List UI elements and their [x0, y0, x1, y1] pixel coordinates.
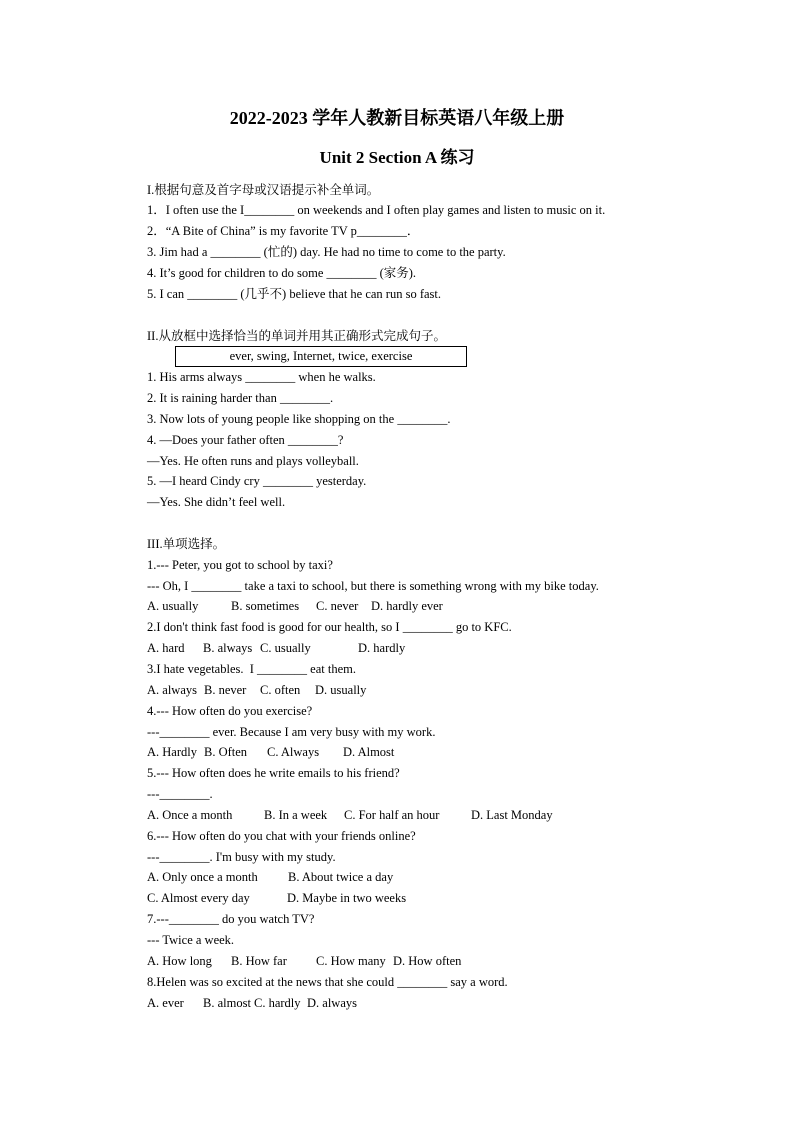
part1-item-3: 3. Jim had a ________ (忙的) day. He had no time to come to the party.	[147, 245, 506, 260]
q8-option-b: B. almost	[203, 995, 251, 1010]
part2-item-3: 3. Now lots of young people like shopping on the ________.	[147, 411, 451, 426]
part2-item-4: 4. —Does your father often ________?	[147, 432, 344, 447]
q1-option-b: B. sometimes	[231, 599, 300, 614]
q8-option-a: A. ever	[147, 995, 184, 1010]
q4-stem-line2: ---________ ever. Because I am very busy with my work.	[147, 724, 436, 739]
q7-stem: 7.---________ do you watch TV?	[147, 912, 315, 927]
q3-options	[147, 680, 747, 701]
q3-option-d: D. usually	[315, 682, 367, 697]
q5-options	[147, 805, 747, 826]
q6-stem: 6.--- How often do you chat with your friends online?	[147, 828, 416, 843]
q8-option-d: D. always	[307, 995, 357, 1010]
q7-options	[147, 951, 747, 972]
q7-option-b: B. How far	[231, 953, 287, 968]
q3-stem: 3.I hate vegetables. I ________ eat them.	[147, 662, 356, 676]
q6-option-b: B. About twice a day	[288, 870, 394, 885]
q8-options	[147, 993, 747, 1014]
q1-stem: 1.--- Peter, you got to school by taxi?	[147, 557, 333, 572]
q4-option-a: A. Hardly	[147, 745, 197, 760]
part2-item-5: 5. —I heard Cindy cry ________ yesterday.	[147, 474, 367, 489]
q3-option-c: C. often	[260, 682, 301, 697]
q6-option-d: D. Maybe in two weeks	[287, 891, 407, 906]
q1-option-c: C. never	[316, 599, 359, 614]
q7-option-d: D. How often	[393, 953, 462, 968]
q2-option-a: A. hard	[147, 641, 185, 656]
page-subtitle: Unit 2 Section A 练习	[319, 148, 475, 167]
q5-option-d: D. Last Monday	[471, 807, 553, 822]
q4-options	[147, 742, 747, 763]
q5-option-b: B. In a week	[264, 807, 328, 822]
q2-option-d: D. hardly	[358, 641, 406, 656]
q6-option-a: A. Only once a month	[147, 870, 258, 885]
q7-option-a: A. How long	[147, 953, 212, 968]
worksheet-body	[147, 180, 747, 1014]
q5-stem-line2: ---________.	[147, 787, 213, 802]
q8-option-c: C. hardly	[254, 995, 301, 1010]
q1-option-a: A. usually	[147, 599, 199, 614]
part2-item-5-answer: —Yes. She didn’t feel well.	[147, 495, 286, 510]
q1-options	[147, 596, 747, 617]
q7-option-c: C. How many	[316, 953, 386, 968]
part2-item-1: 1. His arms always ________ when he walks.	[147, 370, 376, 385]
q3-option-a: A. always	[147, 682, 197, 697]
page-title: 2022-2023 学年人教新目标英语八年级上册	[229, 108, 565, 128]
word-box: ever, swing, Internet, twice, exercise	[175, 346, 467, 367]
part1-item-4: 4. It’s good for children to do some ________ (家务).	[147, 265, 417, 280]
part3-heading: III.单项选择。	[147, 536, 226, 551]
q5-option-c: C. For half an hour	[344, 807, 440, 822]
spacer	[147, 513, 747, 534]
q8-stem: 8.Helen was so excited at the news that she could ________ say a word.	[147, 974, 508, 989]
q5-option-a: A. Once a month	[147, 807, 233, 822]
part2-heading: II.从放框中选择恰当的单词并用其正确形式完成句子。	[147, 328, 446, 343]
part1-item-2: 2．“A Bite of China” is my favorite TV p________．	[147, 224, 420, 239]
q4-stem: 4.--- How often do you exercise?	[147, 703, 313, 718]
q3-option-b: B. never	[204, 682, 247, 697]
spacer	[147, 305, 747, 326]
q1-option-d: D. hardly ever	[371, 599, 443, 614]
part1-item-5: 5. I can ________ (几乎不) believe that he can run so fast.	[147, 286, 442, 301]
q2-stem: 2.I don't think fast food is good for our health, so I ________ go to KFC.	[147, 620, 512, 635]
q7-stem-line2: --- Twice a week.	[147, 932, 235, 947]
q4-option-b: B. Often	[204, 745, 248, 760]
q2-option-b: B. always	[203, 641, 253, 656]
part2-item-4-answer: —Yes. He often runs and plays volleyball.	[147, 453, 359, 468]
q6-options-row1	[147, 867, 747, 888]
q2-options	[147, 638, 747, 659]
q4-option-c: C. Always	[267, 745, 320, 760]
q5-stem: 5.--- How often does he write emails to his friend?	[147, 766, 400, 781]
part1-heading: I.根据句意及首字母或汉语提示补全单词。	[147, 182, 380, 197]
q6-options-row2	[147, 888, 747, 909]
q4-option-d: D. Almost	[343, 745, 395, 760]
q6-stem-line2: ---________. I'm busy with my study.	[147, 849, 336, 864]
part1-item-1: 1．I often use the I________ on weekends and I often play games and listen to music on it.	[147, 203, 606, 218]
q6-option-c: C. Almost every day	[147, 891, 250, 906]
q2-option-c: C. usually	[260, 641, 311, 656]
part2-item-2: 2. It is raining harder than ________.	[147, 391, 334, 406]
q1-stem-line2: --- Oh, I ________ take a taxi to school, but there is something wrong with my bike today.	[147, 578, 599, 593]
